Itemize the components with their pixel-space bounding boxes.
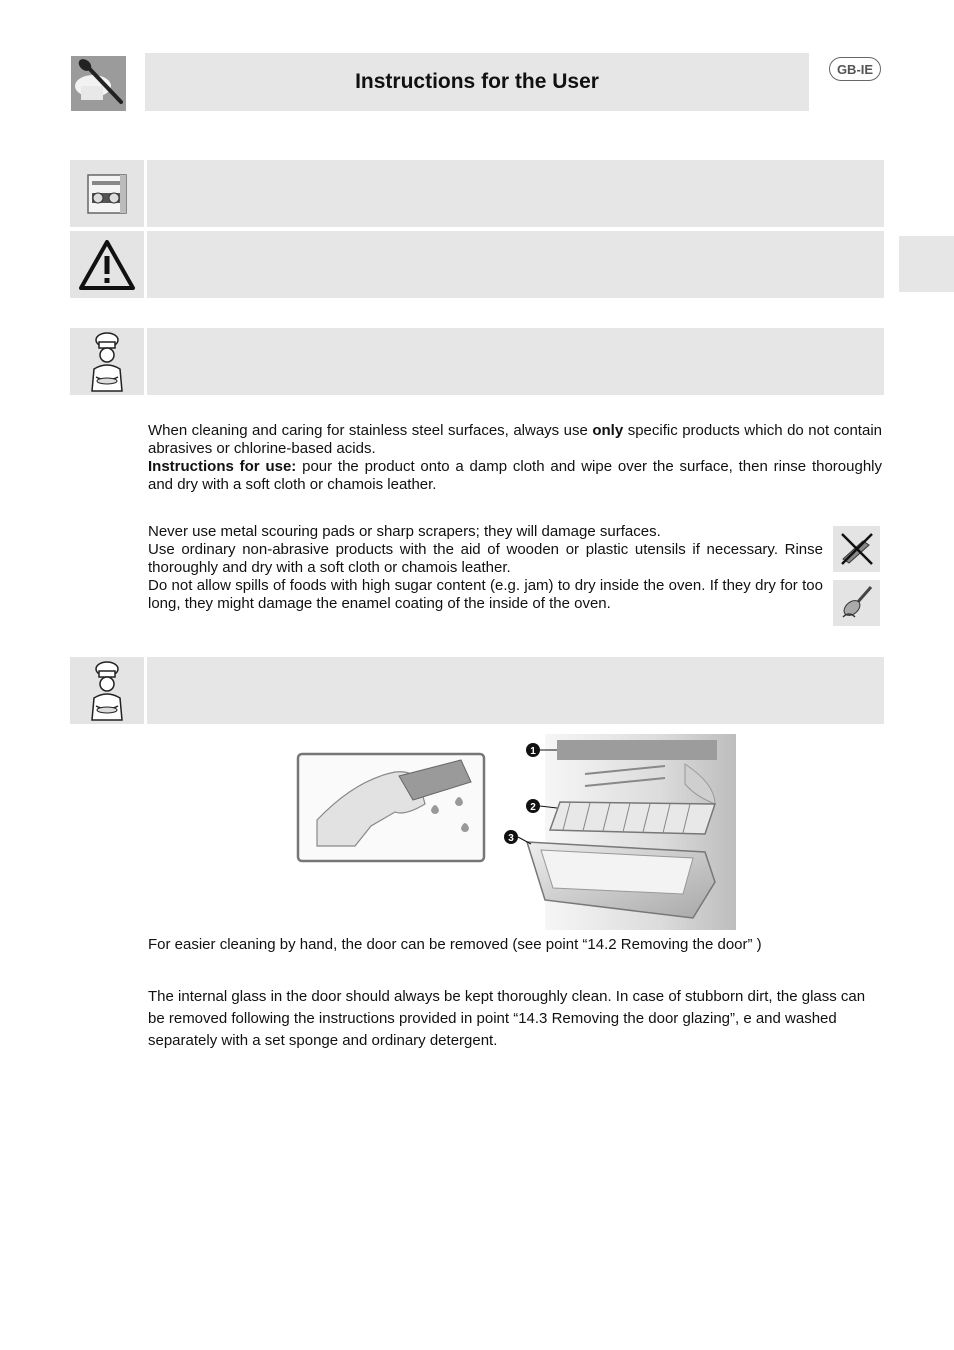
oven-cleaning-icon (70, 160, 144, 227)
page-title: Instructions for the User (145, 53, 809, 111)
side-tab (899, 236, 954, 292)
stainless-only-emphasis: only (592, 422, 624, 439)
wooden-utensil-icon (833, 580, 880, 626)
callout-1: 1 (530, 746, 536, 757)
stainless-steel-text (148, 422, 882, 494)
door-glass-text: The internal glass in the door should always be kept thoroughly clean. In case of stubborn dirt, the glass can be removed following the instructions provided in point “14.3 Removing the door glazing”, e and washed separately with a set sponge and ordinary detergent. (148, 988, 866, 1049)
section-header-3 (147, 328, 884, 395)
stainless-line1: When cleaning and caring for stainless steel surfaces, always use (148, 422, 593, 439)
enamel-para-2: Use ordinary non-abrasive products with the aid of wooden or plastic utensils if necessary. Rinse thoroughly and dry with a soft cloth or chamois leather. (148, 541, 823, 576)
logo-icon (71, 56, 126, 111)
oven-interior-illustration (295, 730, 737, 930)
no-scraper-icon (833, 526, 880, 572)
door-removal-text: For easier cleaning by hand, the door can be removed (see point “14.2 Removing the door” ) (148, 936, 762, 953)
warning-triangle-icon (70, 231, 144, 298)
enamel-text (148, 523, 823, 613)
callout-3: 3 (508, 833, 514, 844)
chef-icon (70, 328, 144, 395)
language-badge: GB-IE (829, 57, 881, 81)
enamel-para-1: Never use metal scouring pads or sharp scrapers; they will damage surfaces. (148, 523, 661, 540)
instructions-text: pour the product onto a damp cloth and wipe over the surface, then rinse thoroughly and dry with a soft cloth or chamois leather. (148, 458, 883, 493)
enamel-para-3: Do not allow spills of foods with high sugar content (e.g. jam) to dry inside the oven. If they dry for too long, they might damage the enamel coating of the inside of the oven. (148, 577, 823, 612)
chef-icon (70, 657, 144, 724)
stainless-line1-end: specific products which do not contain abrasives or chlorine-based acids. (148, 422, 882, 457)
instructions-label: Instructions for use: (148, 458, 297, 475)
section-header-4 (147, 657, 884, 724)
section-header-2 (147, 231, 884, 298)
section-header-1 (147, 160, 884, 227)
callout-2: 2 (530, 802, 536, 813)
